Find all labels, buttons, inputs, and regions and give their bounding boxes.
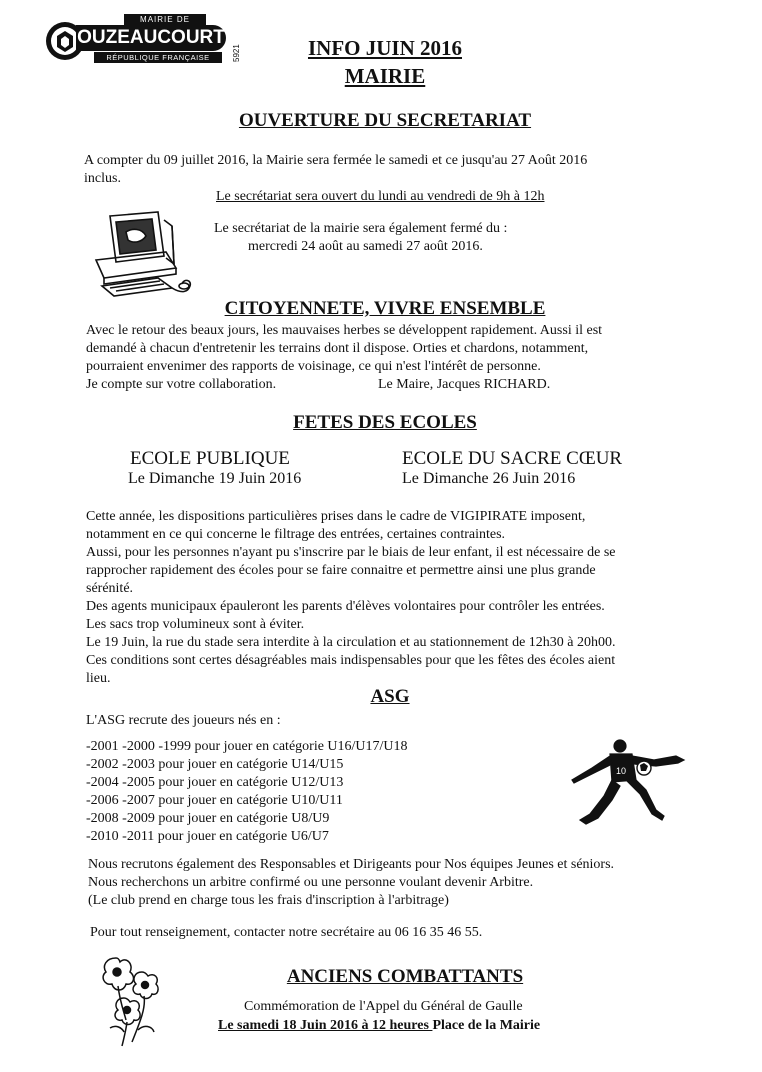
- secretariat-paragraph-end: inclus.: [84, 171, 121, 186]
- logo-top-text: MAIRIE DE: [124, 14, 206, 25]
- secretariat-hours: Le secrétariat sera ouvert du lundi au vendredi de 9h à 12h: [216, 189, 545, 204]
- school2-name: ECOLE DU SACRE CŒUR: [402, 448, 623, 469]
- secretariat-title: OUVERTURE DU SECRETARIAT: [238, 110, 532, 131]
- asg-category: -2004 -2005 pour jouer en catégorie U12/U13: [86, 775, 344, 790]
- fetes-line: rapprocher rapidement des écoles pour se faire connaitre et permettre ainsi une plus grande: [86, 563, 596, 578]
- fetes-line: Les sacs trop volumineux sont à éviter.: [86, 617, 305, 632]
- poppy-flowers-icon: [96, 952, 166, 1048]
- asg-category: -2002 -2003 pour jouer en catégorie U14/U15: [86, 757, 344, 772]
- asg-category: -2010 -2011 pour jouer en catégorie U6/U7: [86, 829, 329, 844]
- fetes-line: Aussi, pour les personnes n'ayant pu s'inscrire par le biais de leur enfant, il est nécessaire de se: [86, 545, 616, 560]
- anciens-line2: [218, 1017, 540, 1035]
- fetes-line: Cette année, les dispositions particulières prises dans le cadre de VIGIPIRATE imposent,: [86, 509, 586, 524]
- fetes-line: Ces conditions sont certes désagréables mais indispensables pour que les fêtes des écoles aient: [86, 653, 616, 668]
- header-subtitle: MAIRIE: [344, 64, 426, 88]
- asg-line: (Le club prend en charge tous les frais d'inscription à l'arbitrage): [88, 893, 449, 908]
- asg-line: Nous recrutons également des Responsables et Dirigeants pour Nos équipes Jeunes et séniors.: [88, 857, 615, 872]
- fetes-line: Le 19 Juin, la rue du stade sera interdite à la circulation et au stationnement de 12h30 à 20h00.: [86, 635, 616, 650]
- secretariat-closed-line1: Le secrétariat de la mairie sera également fermé du :: [214, 221, 508, 236]
- logo-code: 5921: [232, 44, 241, 62]
- fetes-line: notamment en ce qui concerne le filtrage des entrées, certaines contraintes.: [86, 527, 506, 542]
- citoyennete-title: CITOYENNETE, VIVRE ENSEMBLE: [224, 298, 546, 319]
- mairie-logo: [44, 12, 242, 68]
- school1-date: Le Dimanche 19 Juin 2016: [128, 470, 302, 487]
- secretariat-closed-line2: mercredi 24 août au samedi 27 août 2016.: [248, 239, 483, 254]
- citoyennete-closing: Je compte sur votre collaboration.: [86, 377, 277, 392]
- citoyennete-line: Avec le retour des beaux jours, les mauvaises herbes se développent rapidement. Aussi il est: [86, 323, 603, 338]
- svg-text:10: 10: [616, 766, 627, 776]
- asg-line: Nous recherchons un arbitre confirmé ou une personne voulant devenir Arbitre.: [88, 875, 534, 890]
- school1-name: ECOLE PUBLIQUE: [130, 448, 290, 469]
- logo-bottom-text: RÉPUBLIQUE FRANÇAISE: [94, 52, 222, 63]
- citoyennete-line: demandé à chacun d'entretenir les terrains dont il dispose. Orties et chardons, notamment,: [86, 341, 589, 356]
- asg-intro: L'ASG recrute des joueurs nés en :: [86, 713, 281, 728]
- anciens-line1: Commémoration de l'Appel du Général de Gaulle: [244, 999, 523, 1014]
- mayor-signature: Le Maire, Jacques RICHARD.: [378, 377, 551, 392]
- fetes-title: FETES DES ECOLES: [293, 412, 477, 433]
- asg-category: -2006 -2007 pour jouer en catégorie U10/U11: [86, 793, 343, 808]
- fetes-line: sérénité.: [86, 581, 134, 596]
- footballer-icon: [566, 736, 692, 828]
- asg-category: -2008 -2009 pour jouer en catégorie U8/U9: [86, 811, 330, 826]
- logo-town-name: OUZEAUCOURT: [76, 25, 226, 51]
- anciens-place: Place de la Mairie: [432, 1018, 541, 1033]
- asg-category: -2001 -2000 -1999 pour jouer en catégorie U16/U17/U18: [86, 739, 408, 754]
- fetes-line: Des agents municipaux épauleront les parents d'élèves volontaires pour contrôler les entrées.: [86, 599, 605, 614]
- asg-title: ASG: [370, 686, 410, 707]
- header-title: INFO JUIN 2016: [307, 36, 462, 60]
- anciens-date: Le samedi 18 Juin 2016 à 12 heures: [218, 1018, 433, 1033]
- fetes-line: lieu.: [86, 671, 111, 686]
- computer-icon: [88, 208, 200, 300]
- citoyennete-line: pourraient envenimer des rapports de voisinage, ce qui n'est l'intérêt de personne.: [86, 359, 541, 374]
- secretariat-paragraph: A compter du 09 juillet 2016, la Mairie sera fermée le samedi et ce jusqu'au 27 Août 2016: [84, 153, 588, 168]
- school2-date: Le Dimanche 26 Juin 2016: [402, 470, 576, 487]
- asg-contact: Pour tout renseignement, contacter notre secrétaire au 06 16 35 46 55.: [90, 925, 483, 940]
- anciens-title: ANCIENS COMBATTANTS: [286, 966, 524, 987]
